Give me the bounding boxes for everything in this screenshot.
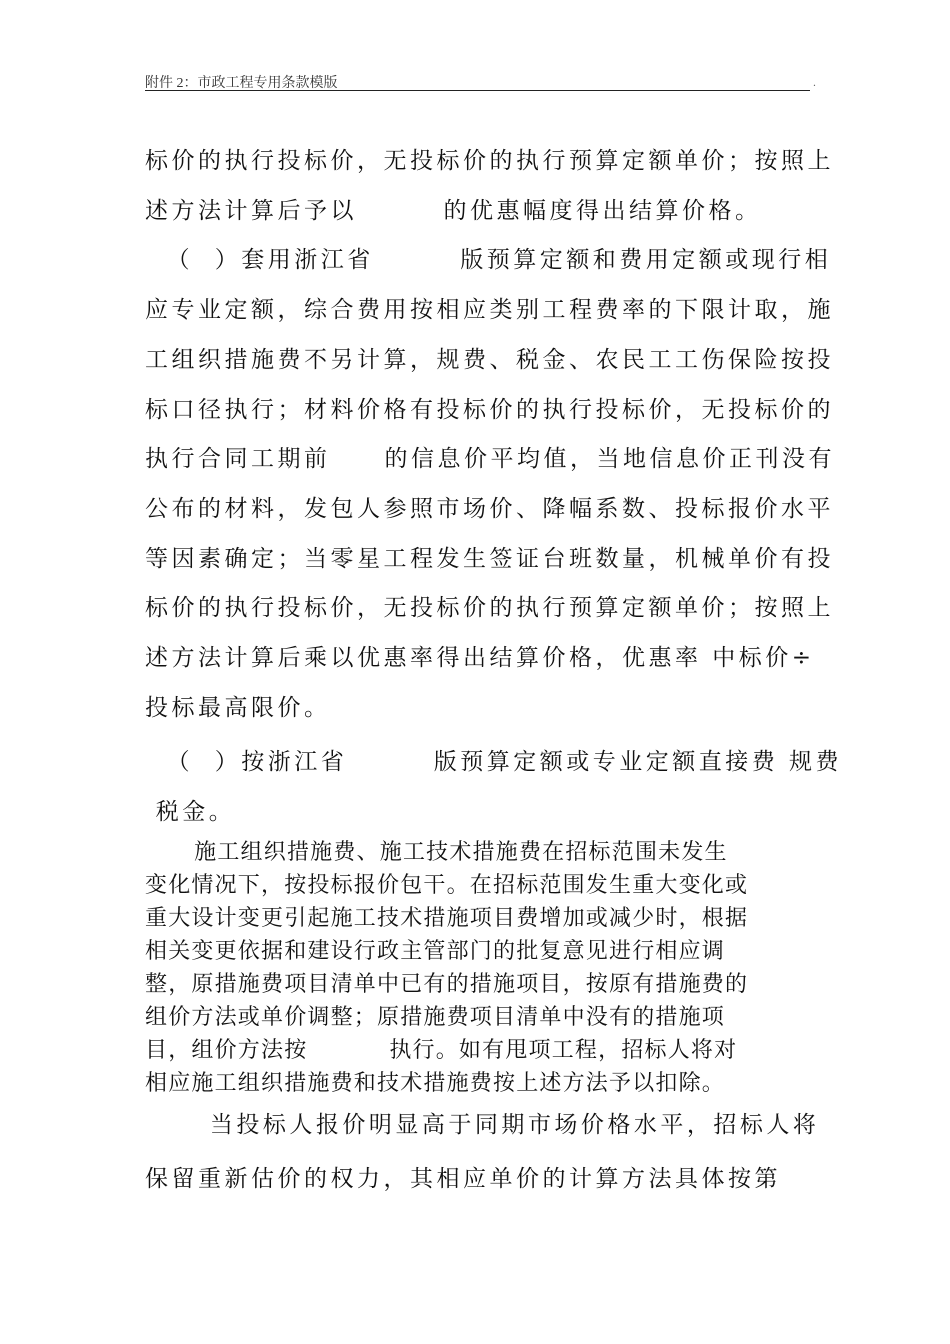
- text-line: 施工组织措施费、施工技术措施费在招标范围未发生: [145, 840, 728, 865]
- header-mark: .: [812, 78, 816, 89]
- text-line: 述方法计算后予以 的优惠幅度得出结算价格。: [145, 198, 762, 224]
- text-line: 目，组价方法按 执行。如有甩项工程，招标人将对: [145, 1038, 738, 1063]
- text-line: 标口径执行；材料价格有投标价的执行投标价，无投标价的: [145, 397, 834, 423]
- text-line: 等因素确定；当零星工程发生签证台班数量，机械单价有投: [145, 546, 834, 572]
- text-line: 标价的执行投标价，无投标价的执行预算定额单价；按照上: [145, 595, 834, 621]
- text-line: 当投标人报价明显高于同期市场价格水平，招标人将: [145, 1112, 820, 1138]
- page-header: [145, 70, 816, 91]
- text-line: 公布的材料，发包人参照市场价、降幅系数、投标报价水平: [145, 496, 834, 522]
- text-line: 应专业定额，综合费用按相应类别工程费率的下限计取，施: [145, 297, 834, 323]
- text-line: （ ）按浙江省 版预算定额或专业定额直接费 规费: [145, 749, 843, 775]
- header-title: 附件 2：市政工程专用条款模版: [145, 76, 338, 91]
- text-line: 投标最高限价。: [145, 695, 331, 721]
- text-line: 整，原措施费项目清单中已有的措施项目，按原有措施费的: [145, 972, 749, 997]
- text-line: 执行合同工期前 的信息价平均值，当地信息价正刊没有: [145, 446, 836, 472]
- text-line: 重大设计变更引起施工技术措施项目费增加或减少时，根据: [145, 906, 749, 931]
- text-line: （ ）套用浙江省 版预算定额和费用定额或现行相: [145, 247, 832, 273]
- text-line: 变化情况下，按投标报价包干。在招标范围发生重大变化或: [145, 873, 749, 898]
- text-line: 税金。: [145, 799, 236, 825]
- text-line: 标价的执行投标价，无投标价的执行预算定额单价；按照上: [145, 148, 834, 174]
- text-line: 述方法计算后乘以优惠率得出结算价格，优惠率 中标价÷: [145, 645, 815, 671]
- text-line: 工组织措施费不另计算，规费、税金、农民工工伤保险按投: [145, 347, 834, 373]
- text-line: 相关变更依据和建设行政主管部门的批复意见进行相应调: [145, 939, 726, 964]
- text-line: 组价方法或单价调整；原措施费项目清单中没有的措施项: [145, 1005, 726, 1030]
- text-line: 保留重新估价的权力，其相应单价的计算方法具体按第: [145, 1166, 781, 1192]
- text-line: 相应施工组织措施费和技术措施费按上述方法予以扣除。: [145, 1071, 726, 1096]
